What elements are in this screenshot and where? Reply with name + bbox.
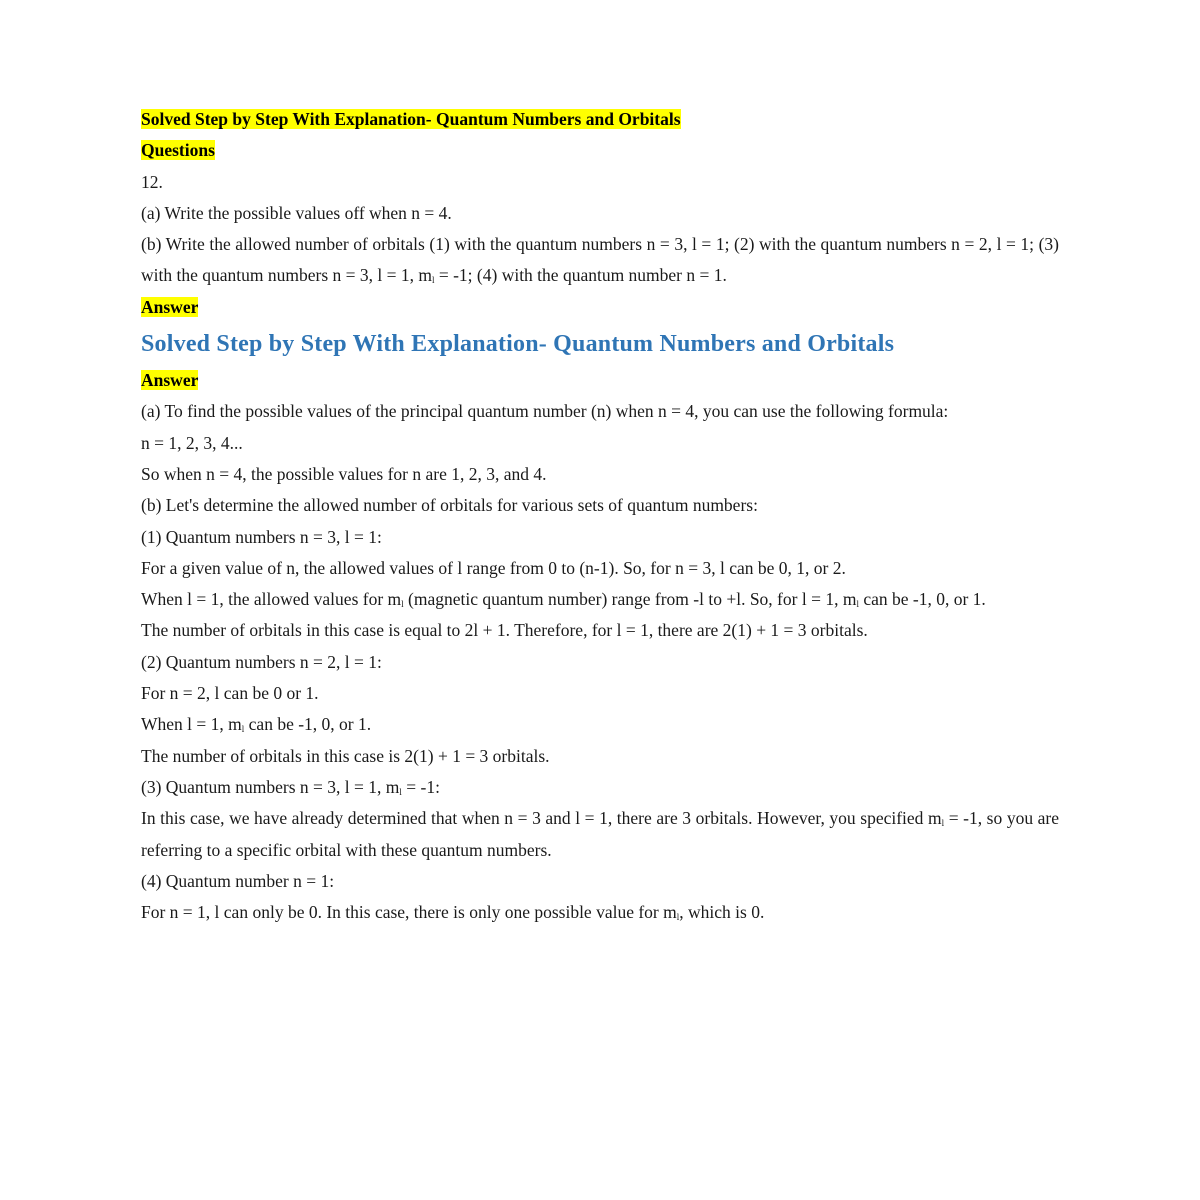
question-a: (a) Write the possible values off when n = 4. [141, 202, 452, 223]
case2-heading: (2) Quantum numbers n = 2, l = 1: [141, 651, 382, 672]
question-number: 12. [141, 171, 163, 192]
case1-para2 [141, 584, 1059, 615]
answer-b-intro: (b) Let's determine the allowed number of orbitals for various sets of quantum numbers: [141, 495, 758, 516]
question-b-text-2: = -1; (4) with the quantum number n = 1. [434, 265, 727, 286]
header-title: Solved Step by Step With Explanation- Quantum Numbers and Orbitals [141, 109, 681, 129]
case1-para2-text-1: When l = 1, the allowed values for m [141, 589, 402, 610]
question-b-text-1: (b) Write the allowed number of orbitals (1) with the quantum numbers n = 3, l = 1; (2) with the quantum numbers n = 2, l = 1; (3) with the quantum numbers n = 3, l = 1, m [141, 234, 1059, 286]
answer-label-2: Answer [141, 370, 199, 391]
case1-para2-text-2: (magnetic quantum number) range from -l to +l. So, for l = 1, m [403, 589, 857, 610]
questions-label: Questions [141, 140, 215, 161]
questions-line [141, 135, 1059, 166]
case1-para1: For a given value of n, the allowed values of l range from 0 to (n-1). So, for n = 3, l can be 0, 1, or 2. [141, 557, 846, 578]
case3-heading-text-1: (3) Quantum numbers n = 3, l = 1, m [141, 776, 400, 797]
case2-line3: The number of orbitals in this case is 2(1) + 1 = 3 orbitals. [141, 745, 550, 766]
case2-line2 [141, 709, 1059, 740]
case1-para3: The number of orbitals in this case is equal to 2l + 1. Therefore, for l = 1, there are 2(1) + 1 = 3 orbitals. [141, 620, 868, 641]
subscript: l [431, 275, 435, 286]
answer-label-1: Answer [141, 296, 199, 317]
case3-para-text-2: = -1, so you are referring to a specific orbital with these quantum numbers. [141, 808, 1060, 860]
document-page [141, 104, 1059, 928]
subscript: l [856, 599, 859, 610]
case4-heading: (4) Quantum number n = 1: [141, 870, 335, 891]
case2-line2-text-2: can be -1, 0, or 1. [244, 714, 372, 735]
answer-line-1 [141, 292, 1059, 323]
question-b [141, 229, 1059, 292]
answer-line-2 [141, 365, 1059, 396]
case3-heading [141, 772, 1059, 803]
case1-para2-text-3: can be -1, 0, or 1. [858, 589, 986, 610]
subscript: l [399, 786, 402, 797]
answer-a-intro: (a) To find the possible values of the principal quantum number (n) when n = 4, you can use the following formula: [141, 401, 949, 422]
answer-a-result: So when n = 4, the possible values for n are 1, 2, 3, and 4. [141, 463, 547, 484]
answer-a-formula: n = 1, 2, 3, 4... [141, 432, 243, 453]
case2-line2-text-1: When l = 1, m [141, 714, 242, 735]
case3-heading-text-2: = -1: [401, 776, 440, 797]
subscript: l [241, 724, 245, 735]
case4-line-text-1: For n = 1, l can only be 0. In this case, there is only one possible value for m [141, 902, 677, 923]
subscript: l [941, 818, 945, 829]
case1-heading: (1) Quantum numbers n = 3, l = 1: [141, 526, 382, 547]
subscript: l [676, 912, 680, 923]
header-line [141, 104, 1059, 135]
case4-line-text-2: , which is 0. [679, 902, 765, 923]
blue-title: Solved Step by Step With Explanation- Quantum Numbers and Orbitals [141, 331, 895, 358]
case4-line [141, 897, 1059, 928]
case3-para-text-1: In this case, we have already determined that when n = 3 and l = 1, there are 3 orbitals. However, you specified m [141, 808, 942, 829]
subscript: l [401, 599, 404, 610]
case3-para [141, 803, 1059, 866]
case2-line1: For n = 2, l can be 0 or 1. [141, 683, 319, 704]
